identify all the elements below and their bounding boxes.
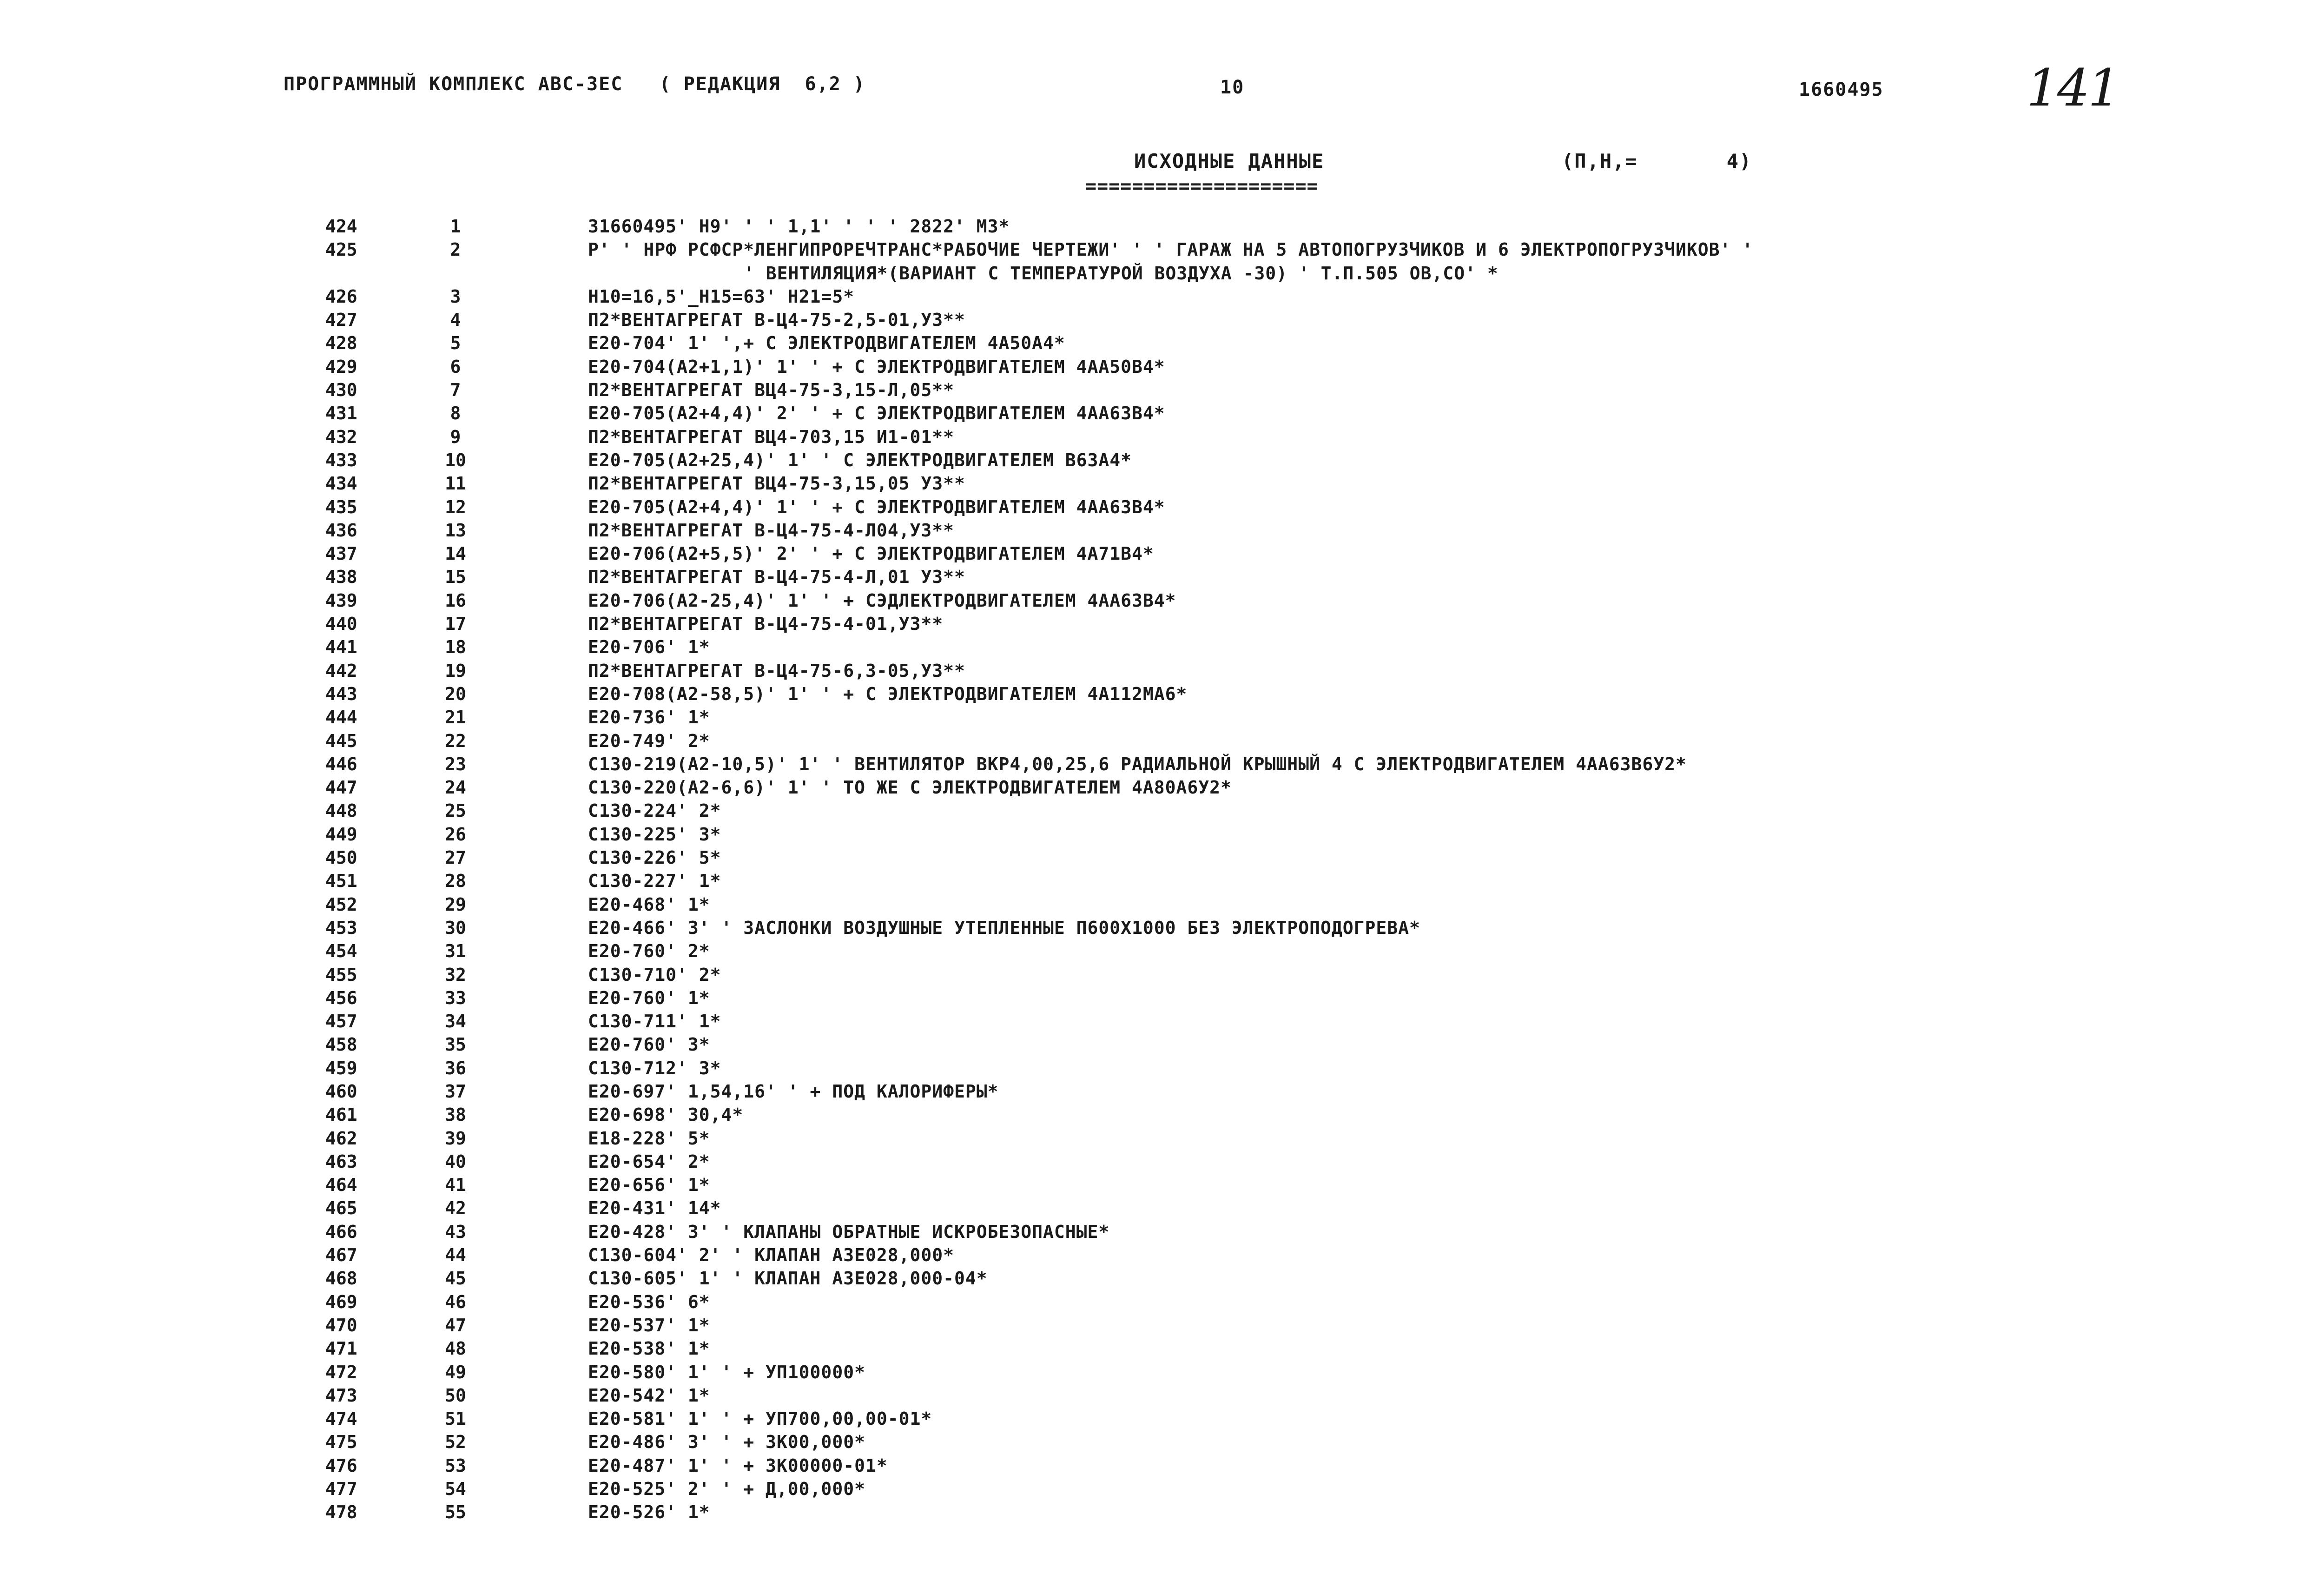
sequence-number: 4 bbox=[450, 310, 461, 331]
sequence-number: 7 bbox=[450, 380, 461, 401]
record-text: С130-220(А2-6,6)' 1' ' ТО ЖЕ С ЭЛЕКТРОДВИГАТЕЛЕМ 4А80А6У2* bbox=[588, 777, 1232, 798]
line-number: 477 bbox=[325, 1479, 357, 1500]
listing-row bbox=[0, 378, 2324, 402]
sequence-number: 22 bbox=[445, 730, 466, 751]
line-number: 463 bbox=[325, 1151, 357, 1172]
listing-row bbox=[0, 799, 2324, 822]
line-number: 430 bbox=[325, 380, 357, 401]
sequence-number: 55 bbox=[445, 1502, 466, 1523]
listing-row bbox=[0, 1197, 2324, 1220]
sequence-number: 26 bbox=[445, 824, 466, 845]
sequence-number: 17 bbox=[445, 614, 466, 635]
record-text: Е20-536' 6* bbox=[588, 1291, 710, 1312]
document-number: 1660495 bbox=[1799, 79, 1884, 100]
listing-row bbox=[0, 285, 2324, 308]
listing-row bbox=[0, 1290, 2324, 1314]
sequence-number: 47 bbox=[445, 1315, 466, 1336]
line-number: 458 bbox=[325, 1034, 357, 1055]
section-title: ИСХОДНЫЕ ДАННЫЕ bbox=[1134, 150, 1325, 172]
record-text: Н10=16,5'_Н15=63' Н21=5* bbox=[588, 286, 855, 307]
listing-row bbox=[0, 753, 2324, 776]
line-number: 471 bbox=[325, 1338, 357, 1359]
line-number: 448 bbox=[325, 800, 357, 821]
record-text: Е20-760' 3* bbox=[588, 1034, 710, 1055]
line-number: 462 bbox=[325, 1128, 357, 1149]
record-text: Е20-697' 1,54,16' ' + ПОД КАЛОРИФЕРЫ* bbox=[588, 1081, 999, 1102]
sequence-number: 10 bbox=[445, 450, 466, 470]
sequence-number: 52 bbox=[445, 1432, 466, 1453]
listing-row bbox=[0, 1173, 2324, 1197]
sequence-number: 36 bbox=[445, 1058, 466, 1078]
sequence-number: 6 bbox=[450, 356, 461, 377]
line-number: 453 bbox=[325, 917, 357, 938]
listing-row bbox=[0, 542, 2324, 565]
listing-row bbox=[0, 823, 2324, 846]
listing-row bbox=[0, 425, 2324, 449]
record-text: Е20-706(А2-25,4)' 1' ' + СЭДЛЕКТРОДВИГАТЕЛЕМ 4АА63В4* bbox=[588, 590, 1176, 611]
line-number: 434 bbox=[325, 473, 357, 494]
line-number: 426 bbox=[325, 286, 357, 307]
sequence-number: 43 bbox=[445, 1221, 466, 1242]
line-number: 435 bbox=[325, 496, 357, 517]
line-number: 439 bbox=[325, 590, 357, 611]
line-number: 457 bbox=[325, 1011, 357, 1032]
record-text: Е20-537' 1* bbox=[588, 1315, 710, 1336]
listing-row bbox=[0, 1430, 2324, 1454]
record-text: Е20-704(А2+1,1)' 1' ' + С ЭЛЕКТРОДВИГАТЕЛЕМ 4АА50В4* bbox=[588, 356, 1165, 377]
listing-row bbox=[0, 1267, 2324, 1290]
line-number: 467 bbox=[325, 1245, 357, 1266]
listing-row bbox=[0, 496, 2324, 519]
record-text: Е18-228' 5* bbox=[588, 1128, 710, 1149]
record-text: Е20-431' 14* bbox=[588, 1198, 721, 1219]
listing-row bbox=[0, 729, 2324, 753]
listing-row bbox=[0, 1407, 2324, 1430]
sequence-number: 38 bbox=[445, 1104, 466, 1125]
line-number: 447 bbox=[325, 777, 357, 798]
sequence-number: 48 bbox=[445, 1338, 466, 1359]
sequence-number: 34 bbox=[445, 1011, 466, 1032]
sequence-number: 29 bbox=[445, 894, 466, 915]
line-number: 436 bbox=[325, 520, 357, 541]
record-text: Е20-486' 3' ' + ЗК00,000* bbox=[588, 1432, 865, 1453]
line-number: 427 bbox=[325, 310, 357, 331]
sequence-number: 8 bbox=[450, 403, 461, 424]
listing-row bbox=[0, 986, 2324, 1010]
listing-row bbox=[0, 916, 2324, 939]
sequence-number: 12 bbox=[445, 496, 466, 517]
record-text: Е20-656' 1* bbox=[588, 1175, 710, 1196]
sequence-number: 27 bbox=[445, 847, 466, 868]
section-parameter: (П,Н,= 4) bbox=[1562, 150, 1752, 172]
line-number: 474 bbox=[325, 1408, 357, 1429]
line-number: 450 bbox=[325, 847, 357, 868]
line-number: 478 bbox=[325, 1502, 357, 1523]
line-number: 429 bbox=[325, 356, 357, 377]
line-number: 432 bbox=[325, 426, 357, 447]
line-number: 452 bbox=[325, 894, 357, 915]
sequence-number: 49 bbox=[445, 1362, 466, 1382]
record-text: Е20-525' 2' ' + Д,00,000* bbox=[588, 1479, 865, 1500]
record-text: 31660495' Н9' ' ' 1,1' ' ' ' 2822' М3* bbox=[588, 216, 1010, 237]
sequence-number: 33 bbox=[445, 987, 466, 1008]
line-number: 442 bbox=[325, 660, 357, 681]
sequence-number: 18 bbox=[445, 637, 466, 658]
listing-row bbox=[0, 939, 2324, 963]
line-number: 469 bbox=[325, 1291, 357, 1312]
sequence-number: 5 bbox=[450, 333, 461, 354]
sequence-number: 15 bbox=[445, 567, 466, 588]
listing-row bbox=[0, 846, 2324, 869]
record-text: С130-604' 2' ' КЛАПАН АЗЕ028,000* bbox=[588, 1245, 954, 1266]
record-text: Е20-760' 2* bbox=[588, 941, 710, 962]
listing-row bbox=[0, 1033, 2324, 1056]
sequence-number: 30 bbox=[445, 917, 466, 938]
record-text: Е20-538' 1* bbox=[588, 1338, 710, 1359]
listing-row bbox=[0, 612, 2324, 635]
sequence-number: 3 bbox=[450, 286, 461, 307]
section-underline: ==================== bbox=[1085, 176, 1319, 197]
record-text: Е20-704' 1' ',+ С ЭЛЕКТРОДВИГАТЕЛЕМ 4А50А4* bbox=[588, 333, 1065, 354]
listing-row bbox=[0, 565, 2324, 589]
sequence-number: 23 bbox=[445, 754, 466, 774]
line-number: 472 bbox=[325, 1362, 357, 1382]
listing-row bbox=[0, 1361, 2324, 1384]
record-text: Е20-542' 1* bbox=[588, 1385, 710, 1406]
sequence-number: 39 bbox=[445, 1128, 466, 1149]
record-text: Е20-760' 1* bbox=[588, 987, 710, 1008]
record-text: С130-710' 2* bbox=[588, 964, 721, 985]
program-header: ПРОГРАММНЫЙ КОМПЛЕКС АВС-ЗЕС ( РЕДАКЦИЯ 6,2 ) bbox=[284, 73, 865, 95]
record-text: С130-226' 5* bbox=[588, 847, 721, 868]
sequence-number: 40 bbox=[445, 1151, 466, 1172]
sequence-number: 14 bbox=[445, 543, 466, 564]
listing-row bbox=[0, 238, 2324, 261]
line-number: 456 bbox=[325, 987, 357, 1008]
line-number: 459 bbox=[325, 1058, 357, 1078]
record-text: Р' ' НРФ РСФСР*ЛЕНГИПРОРЕЧТРАНС*РАБОЧИЕ ЧЕРТЕЖИ' ' ' ГАРАЖ НА 5 АВТОПОГРУЗЧИКОВ И 6 ЭЛЕКТРОПОГРУЗЧИКОВ' ' bbox=[588, 239, 1754, 260]
sequence-number: 31 bbox=[445, 941, 466, 962]
sequence-number: 53 bbox=[445, 1455, 466, 1476]
record-text: Е20-708(А2-58,5)' 1' ' + С ЭЛЕКТРОДВИГАТЕЛЕМ 4А112МА6* bbox=[588, 683, 1188, 704]
line-number: 476 bbox=[325, 1455, 357, 1476]
line-number: 454 bbox=[325, 941, 357, 962]
record-text: П2*ВЕНТАГРЕГАТ В-Ц4-75-4-Л04,У3** bbox=[588, 520, 954, 541]
line-number: 440 bbox=[325, 614, 357, 635]
listing-row bbox=[0, 1337, 2324, 1360]
line-number: 451 bbox=[325, 871, 357, 892]
record-text: П2*ВЕНТАГРЕГАТ В-Ц4-75-6,3-05,У3** bbox=[588, 660, 965, 681]
record-text: Е20-705(А2+4,4)' 2' ' + С ЭЛЕКТРОДВИГАТЕЛЕМ 4АА63В4* bbox=[588, 403, 1165, 424]
listing-row bbox=[0, 1080, 2324, 1103]
record-text: Е20-487' 1' ' + ЗК00000-01* bbox=[588, 1455, 888, 1476]
line-number: 441 bbox=[325, 637, 357, 658]
listing-row bbox=[0, 519, 2324, 542]
sequence-number: 16 bbox=[445, 590, 466, 611]
listing-row bbox=[0, 1384, 2324, 1407]
line-number: 425 bbox=[325, 239, 357, 260]
sequence-number: 50 bbox=[445, 1385, 466, 1406]
line-number: 455 bbox=[325, 964, 357, 985]
record-text: Е20-468' 1* bbox=[588, 894, 710, 915]
listing-row bbox=[0, 776, 2324, 799]
sequence-number: 51 bbox=[445, 1408, 466, 1429]
listing-row bbox=[0, 1127, 2324, 1150]
record-text: Е20-698' 30,4* bbox=[588, 1104, 744, 1125]
sequence-number: 45 bbox=[445, 1268, 466, 1289]
record-text: Е20-654' 2* bbox=[588, 1151, 710, 1172]
line-number: 443 bbox=[325, 683, 357, 704]
listing-row bbox=[0, 331, 2324, 355]
line-number: 433 bbox=[325, 450, 357, 470]
line-number: 449 bbox=[325, 824, 357, 845]
handwritten-page-number: 141 bbox=[2027, 58, 2119, 118]
line-number: 470 bbox=[325, 1315, 357, 1336]
record-text: П2*ВЕНТАГРЕГАТ ВЦ4-75-3,15-Л,05** bbox=[588, 380, 954, 401]
listing-row bbox=[0, 472, 2324, 495]
record-text: П2*ВЕНТАГРЕГАТ В-Ц4-75-2,5-01,У3** bbox=[588, 310, 965, 331]
line-number: 438 bbox=[325, 567, 357, 588]
record-text: П2*ВЕНТАГРЕГАТ ВЦ4-703,15 И1-01** bbox=[588, 426, 954, 447]
listing-row bbox=[0, 308, 2324, 331]
listing-row bbox=[0, 869, 2324, 893]
record-text: С130-225' 3* bbox=[588, 824, 721, 845]
listing-row bbox=[0, 963, 2324, 986]
record-text: Е20-428' 3' ' КЛАПАНЫ ОБРАТНЫЕ ИСКРОБЕЗОПАСНЫЕ* bbox=[588, 1221, 1110, 1242]
line-number: 475 bbox=[325, 1432, 357, 1453]
sequence-number: 32 bbox=[445, 964, 466, 985]
record-text: С130-711' 1* bbox=[588, 1011, 721, 1032]
listing-row bbox=[0, 1103, 2324, 1126]
listing-row bbox=[0, 355, 2324, 378]
record-text: С130-224' 2* bbox=[588, 800, 721, 821]
record-text: П2*ВЕНТАГРЕГАТ В-Ц4-75-4-01,У3** bbox=[588, 614, 944, 635]
sequence-number: 46 bbox=[445, 1291, 466, 1312]
listing-row bbox=[0, 1243, 2324, 1267]
listing-row bbox=[0, 1501, 2324, 1524]
record-text: Е20-736' 1* bbox=[588, 707, 710, 728]
sequence-number: 44 bbox=[445, 1245, 466, 1266]
sequence-number: 20 bbox=[445, 683, 466, 704]
listing-row bbox=[0, 1150, 2324, 1173]
data-listing bbox=[0, 215, 2324, 1524]
listing-row bbox=[0, 1477, 2324, 1501]
listing-continuation-line bbox=[0, 262, 2324, 285]
record-text: ' ВЕНТИЛЯЦИЯ*(ВАРИАНТ С ТЕМПЕРАТУРОЙ ВОЗДУХА -30) ' Т.П.505 ОВ,СО' * bbox=[744, 263, 1499, 284]
line-number: 437 bbox=[325, 543, 357, 564]
record-text: С130-227' 1* bbox=[588, 871, 721, 892]
line-number: 468 bbox=[325, 1268, 357, 1289]
record-text: Е20-705(А2+4,4)' 1' ' + С ЭЛЕКТРОДВИГАТЕЛЕМ 4АА63В4* bbox=[588, 496, 1165, 517]
listing-row bbox=[0, 449, 2324, 472]
sequence-number: 42 bbox=[445, 1198, 466, 1219]
record-text: Е20-581' 1' ' + УП700,00,00-01* bbox=[588, 1408, 932, 1429]
record-text: Е20-749' 2* bbox=[588, 730, 710, 751]
sequence-number: 28 bbox=[445, 871, 466, 892]
sequence-number: 21 bbox=[445, 707, 466, 728]
listing-row bbox=[0, 1220, 2324, 1243]
line-number: 431 bbox=[325, 403, 357, 424]
sequence-number: 13 bbox=[445, 520, 466, 541]
line-number: 444 bbox=[325, 707, 357, 728]
listing-row bbox=[0, 1454, 2324, 1477]
sequence-number: 37 bbox=[445, 1081, 466, 1102]
listing-row bbox=[0, 893, 2324, 916]
record-text: П2*ВЕНТАГРЕГАТ ВЦ4-75-3,15,05 У3** bbox=[588, 473, 965, 494]
listing-row bbox=[0, 589, 2324, 612]
line-number: 465 bbox=[325, 1198, 357, 1219]
record-text: Е20-706' 1* bbox=[588, 637, 710, 658]
listing-row bbox=[0, 682, 2324, 706]
sequence-number: 1 bbox=[450, 216, 461, 237]
listing-row bbox=[0, 635, 2324, 659]
line-number: 428 bbox=[325, 333, 357, 354]
sequence-number: 11 bbox=[445, 473, 466, 494]
sequence-number: 19 bbox=[445, 660, 466, 681]
record-text: С130-219(А2-10,5)' 1' ' ВЕНТИЛЯТОР ВКР4,00,25,6 РАДИАЛЬНОЙ КРЫШНЫЙ 4 С ЭЛЕКТРОДВИГАТЕЛЕМ 4АА63В6У2* bbox=[588, 754, 1687, 774]
record-text: С130-605' 1' ' КЛАПАН АЗЕ028,000-04* bbox=[588, 1268, 988, 1289]
record-text: Е20-466' 3' ' ЗАСЛОНКИ ВОЗДУШНЫЕ УТЕПЛЕННЫЕ П600Х1000 БЕЗ ЭЛЕКТРОПОДОГРЕВА* bbox=[588, 917, 1420, 938]
listing-row bbox=[0, 1057, 2324, 1080]
sequence-number: 2 bbox=[450, 239, 461, 260]
record-text: С130-712' 3* bbox=[588, 1058, 721, 1078]
line-number: 445 bbox=[325, 730, 357, 751]
listing-row bbox=[0, 1314, 2324, 1337]
sequence-number: 9 bbox=[450, 426, 461, 447]
line-number: 461 bbox=[325, 1104, 357, 1125]
line-number: 460 bbox=[325, 1081, 357, 1102]
line-number: 464 bbox=[325, 1175, 357, 1196]
record-text: Е20-580' 1' ' + УП100000* bbox=[588, 1362, 865, 1382]
line-number: 446 bbox=[325, 754, 357, 774]
sequence-number: 35 bbox=[445, 1034, 466, 1055]
printed-page-number: 10 bbox=[1220, 77, 1245, 98]
record-text: Е20-526' 1* bbox=[588, 1502, 710, 1523]
line-number: 424 bbox=[325, 216, 357, 237]
listing-row bbox=[0, 402, 2324, 425]
listing-row bbox=[0, 706, 2324, 729]
record-text: Е20-706(А2+5,5)' 2' ' + С ЭЛЕКТРОДВИГАТЕЛЕМ 4А71В4* bbox=[588, 543, 1154, 564]
sequence-number: 25 bbox=[445, 800, 466, 821]
listing-row bbox=[0, 1010, 2324, 1033]
line-number: 473 bbox=[325, 1385, 357, 1406]
sequence-number: 54 bbox=[445, 1479, 466, 1500]
record-text: П2*ВЕНТАГРЕГАТ В-Ц4-75-4-Л,01 У3** bbox=[588, 567, 965, 588]
listing-row bbox=[0, 659, 2324, 682]
line-number: 466 bbox=[325, 1221, 357, 1242]
listing-row bbox=[0, 215, 2324, 238]
sequence-number: 41 bbox=[445, 1175, 466, 1196]
record-text: Е20-705(А2+25,4)' 1' ' С ЭЛЕКТРОДВИГАТЕЛЕМ В63А4* bbox=[588, 450, 1132, 470]
sequence-number: 24 bbox=[445, 777, 466, 798]
